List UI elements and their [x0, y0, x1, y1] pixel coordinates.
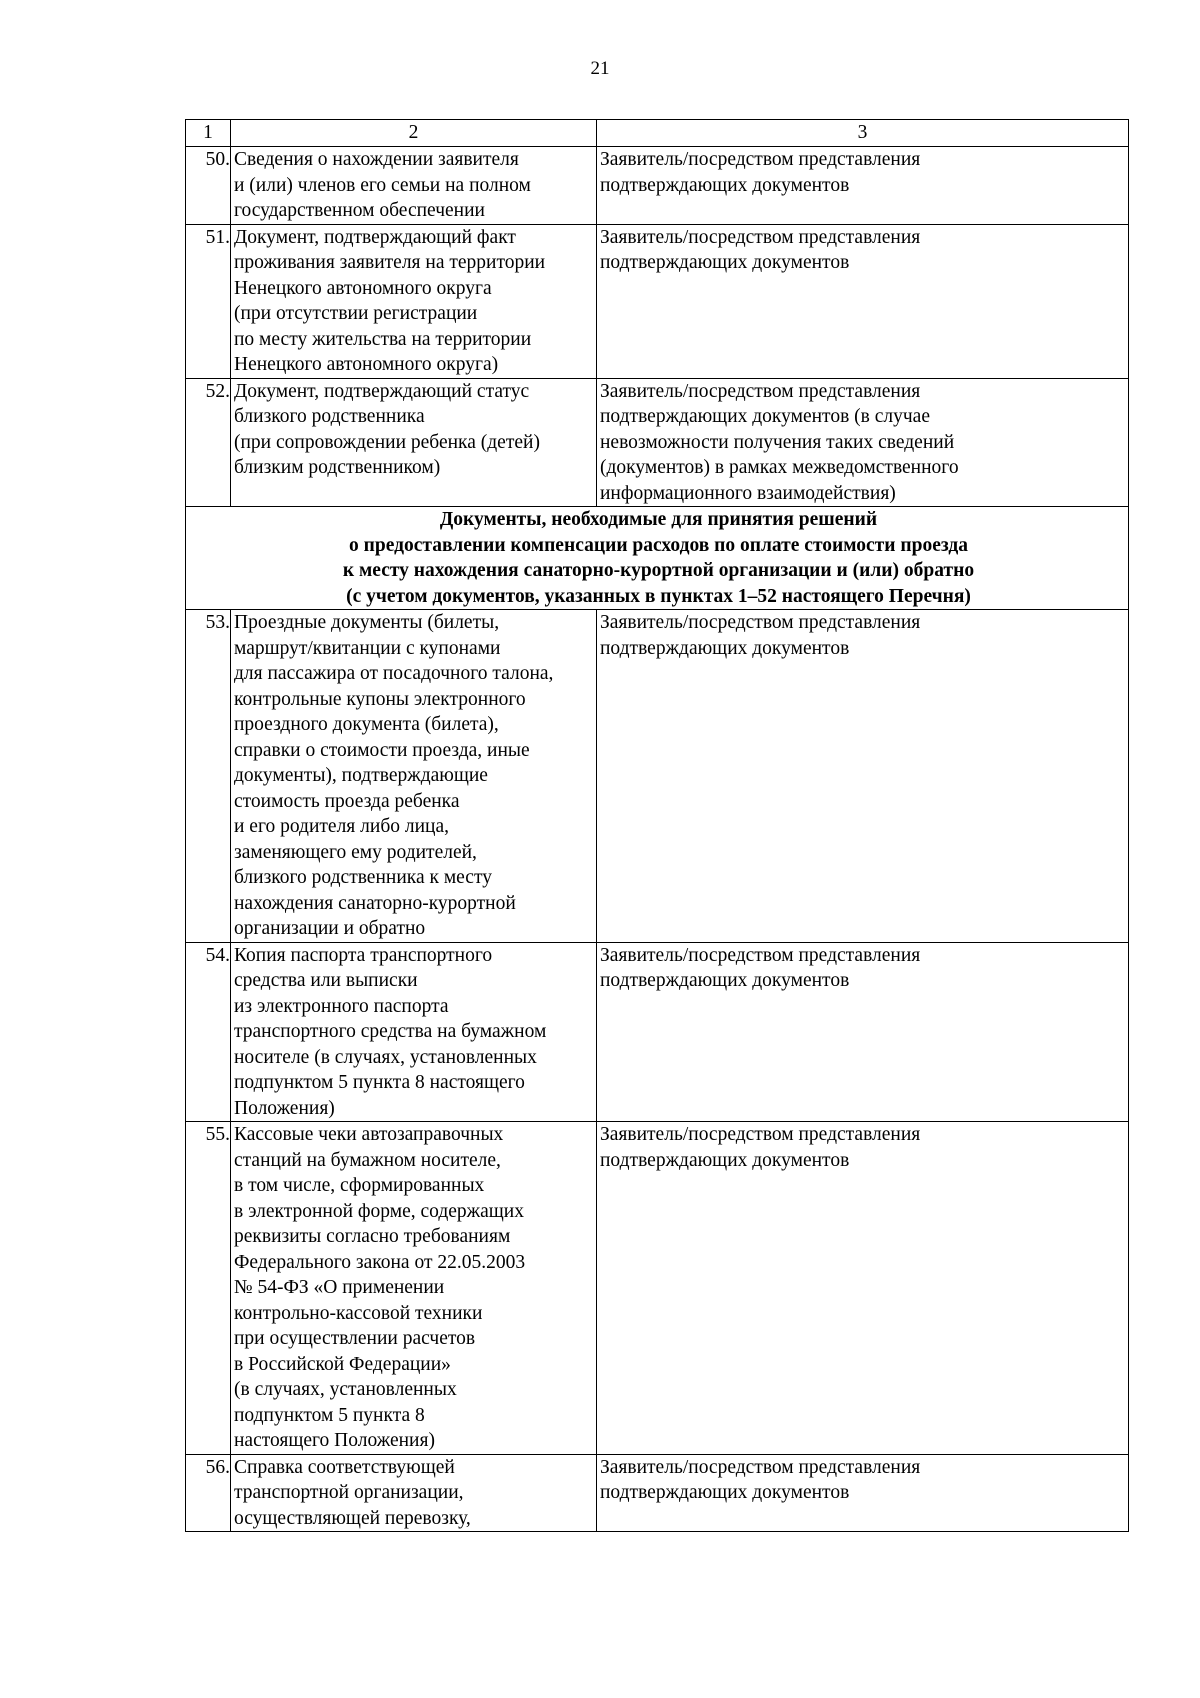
document-line: и его родителя либо лица,: [234, 816, 449, 837]
document-line: контрольно-кассовой техники: [234, 1302, 483, 1324]
document-line: маршрут/квитанции с купонами: [234, 637, 501, 659]
section-heading-row: [186, 507, 1129, 610]
document-line: Ненецкого автономного округа): [234, 354, 499, 375]
document-line: нахождения санаторно-курортной: [234, 892, 516, 914]
document-line: близкого родственника к месту: [234, 867, 492, 888]
table-row: [186, 147, 1129, 225]
source-line: Заявитель/посредством представления: [600, 380, 921, 402]
table-body-upper: [186, 147, 1129, 507]
document-line: справки о стоимости проезда, иные: [234, 739, 530, 761]
table-row: [186, 1454, 1129, 1532]
header-col-2: 2: [231, 120, 597, 147]
document-line: Справка соответствующей: [234, 1456, 455, 1478]
document-cell: [231, 610, 597, 943]
row-number: 52.: [186, 378, 231, 507]
document-line: Сведения о нахождении заявителя: [234, 149, 519, 170]
document-cell: [231, 224, 597, 378]
document-line: реквизиты согласно требованиям: [234, 1226, 511, 1247]
header-col-1: 1: [186, 120, 231, 147]
document-line: средства или выписки: [234, 970, 418, 991]
source-cell: [597, 1454, 1129, 1532]
table-row: [186, 610, 1129, 943]
section-heading-line: (с учетом документов, указанных в пунктах 1–52 настоящего Перечня): [346, 585, 971, 607]
row-number: 55.: [186, 1122, 231, 1455]
header-col-3: 3: [597, 120, 1129, 147]
source-line: Заявитель/посредством представления: [600, 612, 921, 633]
document-line: стоимость проезда ребенка: [234, 790, 460, 812]
document-line: (при сопровождении ребенка (детей): [234, 431, 540, 453]
documents-table: [185, 119, 1129, 1532]
document-line: проживания заявителя на территории: [234, 252, 546, 273]
document-line: носителе (в случаях, установленных: [234, 1046, 537, 1068]
document-line: близким родственником): [234, 457, 441, 478]
document-line: транспортного средства на бумажном: [234, 1021, 547, 1042]
document-line: станций на бумажном носителе,: [234, 1149, 501, 1171]
document-line: Федерального закона от 22.05.2003: [234, 1251, 526, 1273]
row-number: 50.: [186, 147, 231, 225]
document-line: организации и обратно: [234, 918, 426, 939]
table-body-lower: [186, 610, 1129, 1532]
section-heading-line: Документы, необходимые для принятия решений: [439, 509, 878, 530]
source-line: подтверждающих документов: [600, 1149, 850, 1171]
document-line: государственном обеспечении: [234, 200, 485, 221]
document-line: настоящего Положения): [234, 1430, 435, 1451]
table-row: [186, 378, 1129, 507]
row-number: 56.: [186, 1454, 231, 1532]
document-line: из электронного паспорта: [234, 995, 449, 1017]
source-line: информационного взаимодействия): [600, 482, 896, 504]
document-line: транспортной организации,: [234, 1482, 464, 1503]
document-line: контрольные купоны электронного: [234, 688, 526, 710]
table-row: [186, 942, 1129, 1122]
document-line: Кассовые чеки автозаправочных: [234, 1124, 504, 1145]
document-cell: [231, 1122, 597, 1455]
section-heading-line: о предоставлении компенсации расходов по оплате стоимости проезда: [349, 534, 968, 556]
document-cell: [231, 942, 597, 1122]
source-cell: [597, 378, 1129, 507]
document-line: Проездные документы (билеты,: [234, 612, 500, 633]
source-cell: [597, 1122, 1129, 1455]
document-line: по месту жительства на территории: [234, 328, 532, 350]
document-line: в электронной форме, содержащих: [234, 1200, 524, 1222]
row-number: 51.: [186, 224, 231, 378]
section-heading-line: к месту нахождения санаторно-курортной организации и (или) обратно: [342, 560, 975, 581]
document-line: для пассажира от посадочного талона,: [234, 663, 554, 684]
source-cell: [597, 942, 1129, 1122]
document-line: (при отсутствии регистрации: [234, 303, 478, 324]
source-line: подтверждающих документов: [600, 1482, 850, 1503]
source-line: Заявитель/посредством представления: [600, 149, 921, 170]
document-cell: [231, 378, 597, 507]
source-line: (документов) в рамках межведомственного: [600, 457, 959, 478]
source-line: невозможности получения таких сведений: [600, 431, 955, 453]
document-line: Документ, подтверждающий статус: [234, 380, 530, 402]
row-number: 54.: [186, 942, 231, 1122]
document-line: в Российской Федерации»: [234, 1353, 451, 1375]
page-number: 21: [590, 58, 610, 79]
source-line: Заявитель/посредством представления: [600, 944, 921, 966]
document-line: Копия паспорта транспортного: [234, 944, 493, 966]
document-line: Документ, подтверждающий факт: [234, 226, 516, 248]
document-line: Ненецкого автономного округа: [234, 277, 492, 299]
source-line: подтверждающих документов: [600, 174, 850, 196]
document-line: осуществляющей перевозку,: [234, 1507, 471, 1529]
document-line: близкого родственника: [234, 406, 425, 427]
document-line: документы), подтверждающие: [234, 765, 488, 786]
document-line: Положения): [234, 1097, 335, 1119]
source-line: Заявитель/посредством представления: [600, 1124, 921, 1145]
source-cell: [597, 224, 1129, 378]
source-line: подтверждающих документов (в случае: [600, 406, 930, 427]
table-row: [186, 1122, 1129, 1455]
document-cell: [231, 147, 597, 225]
source-cell: [597, 610, 1129, 943]
source-line: Заявитель/посредством представления: [600, 1456, 921, 1478]
section-heading: [186, 507, 1129, 610]
source-line: подтверждающих документов: [600, 252, 850, 273]
table-header-row: [186, 120, 1129, 147]
document-cell: [231, 1454, 597, 1532]
document-line: проездного документа (билета),: [234, 714, 499, 735]
document-line: при осуществлении расчетов: [234, 1328, 476, 1349]
section-heading-body: [186, 507, 1129, 610]
source-line: подтверждающих документов: [600, 970, 850, 991]
source-cell: [597, 147, 1129, 225]
document-line: подпунктом 5 пункта 8: [234, 1404, 425, 1426]
document-line: подпунктом 5 пункта 8 настоящего: [234, 1072, 525, 1093]
source-line: Заявитель/посредством представления: [600, 226, 921, 248]
source-line: подтверждающих документов: [600, 637, 850, 659]
document-line: и (или) членов его семьи на полном: [234, 174, 531, 196]
document-line: (в случаях, установленных: [234, 1379, 457, 1400]
table-row: [186, 224, 1129, 378]
document-line: № 54-ФЗ «О применении: [234, 1277, 445, 1298]
document-line: заменяющего ему родителей,: [234, 841, 477, 863]
row-number: 53.: [186, 610, 231, 943]
document-line: в том числе, сформированных: [234, 1175, 485, 1196]
